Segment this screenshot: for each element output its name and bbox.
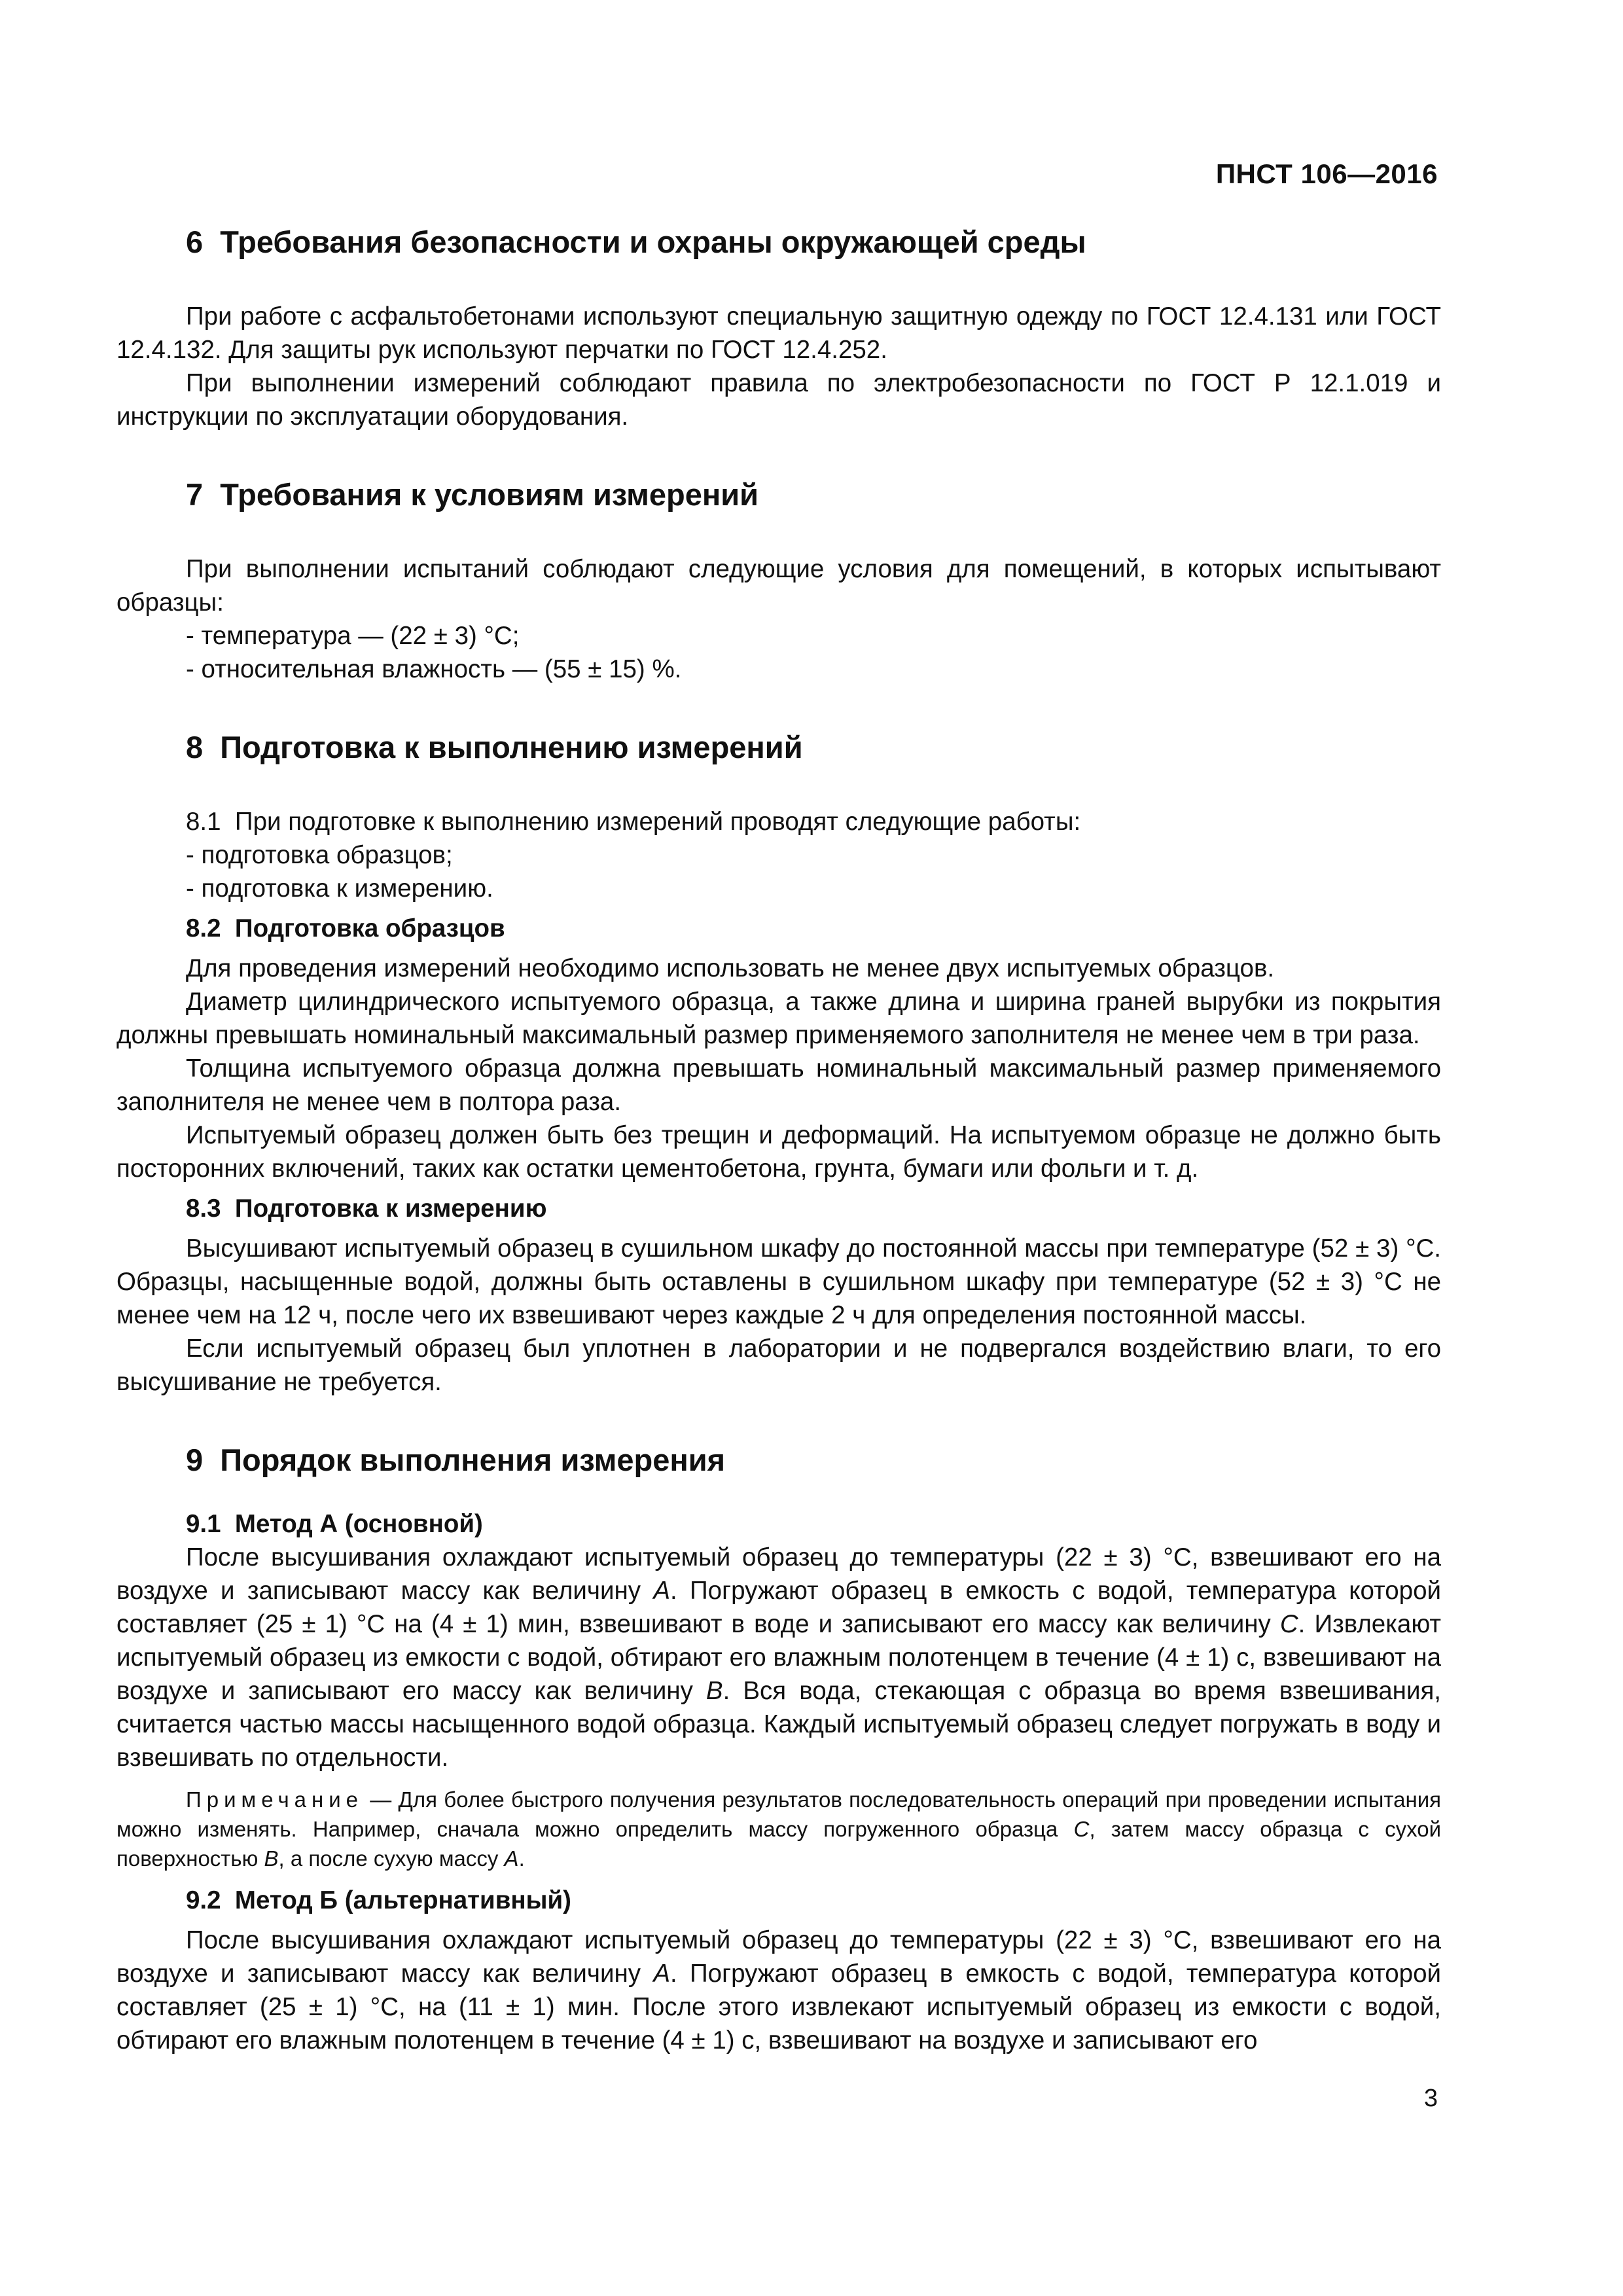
- section-8-2-paragraph-2: Диаметр цилиндрического испытуемого образца, а также длина и ширина граней вырубки из покрытия должны превышать номинальный максимальный размер применяемого заполнителя не менее чем в три раза.: [116, 988, 1441, 1049]
- section-8-item-measurement: - подготовка к измерению.: [186, 874, 493, 903]
- variable-b: В: [705, 1677, 723, 1705]
- section-9-1-note: Примечание — Для более быстрого получения результатов последовательность операций при проведении испытания можно изменять. Например, сначала можно определить массу погруженного образца С, затем массу образца с сухой поверхностью В, а после сухую массу А.: [116, 1787, 1442, 1871]
- section-9-1-paragraph: После высушивания охлаждают испытуемый образец до температуры (22 ± 3) °С, взвешивают его на воздухе и записывают массу как величину А. Погружают образец в емкость с водой, температура которой составляет (25 ± 1) °С на (4 ± 1) мин, взвешивают в воде и записывают его массу как величину С. Извлекают испытуемый образец из емкости с водой, обтирают его влажным полотенцем в течение (4 ± 1) с, взвешивают на воздухе и записывают его массу как величину В. Вся вода, стекающая с образца во время взвешивания, считается частью массы насыщенного водой образца. Каждый испытуемый образец следует погружать в воду и взвешивать по отдельности.: [116, 1543, 1441, 1772]
- section-8-2-paragraph-1: Для проведения измерений необходимо использовать не менее двух испытуемых образцов.: [186, 954, 1275, 982]
- section-8-2-title: 8.2 Подготовка образцов: [186, 914, 505, 942]
- section-8-3-title: 8.3 Подготовка к измерению: [186, 1194, 547, 1223]
- section-7-title: 7 Требования к условиям измерений: [186, 477, 759, 512]
- section-6-paragraph-1: При работе с асфальтобетонами используют специальную защитную одежду по ГОСТ 12.4.131 или ГОСТ 12.4.132. Для защиты рук используют перчатки по ГОСТ 12.4.252.: [116, 302, 1441, 364]
- section-7-paragraph-1: При выполнении испытаний соблюдают следующие условия для помещений, в которых испытывают образцы:: [116, 555, 1441, 617]
- section-8-2-paragraph-4: Испытуемый образец должен быть без трещин и деформаций. На испытуемом образце не должно быть посторонних включений, таких как остатки цементобетона, грунта, бумаги или фольги и т. д.: [116, 1121, 1441, 1183]
- section-8-title: 8 Подготовка к выполнению измерений: [186, 730, 803, 764]
- section-9-2-title: 9.2 Метод Б (альтернативный): [186, 1886, 571, 1914]
- section-8-item-samples: - подготовка образцов;: [186, 841, 453, 869]
- section-9-2-paragraph: После высушивания охлаждают испытуемый образец до температуры (22 ± 3) °С, взвешивают его на воздухе и записывают массу как величину А. Погружают образец в емкость с водой, температура которой составляет (25 ± 1) °С, на (11 ± 1) мин. После этого извлекают испытуемый образец из емкости с водой, обтирают его влажным полотенцем в течение (4 ± 1) с, взвешивают на воздухе и записывают его: [116, 1926, 1441, 2054]
- section-8-1-paragraph: 8.1 При подготовке к выполнению измерений проводят следующие работы:: [186, 808, 1081, 836]
- document-id: ПНСТ 106—2016: [1215, 158, 1438, 189]
- page-number: 3: [1423, 2085, 1438, 2112]
- section-7-item-humidity: - относительная влажность — (55 ± 15) %.: [186, 655, 682, 683]
- section-6-paragraph-2: При выполнении измерений соблюдают правила по электробезопасности по ГОСТ Р 12.1.019 и инструкции по эксплуатации оборудования.: [116, 369, 1441, 431]
- section-8-2-paragraph-3: Толщина испытуемого образца должна превышать номинальный максимальный размер применяемого заполнителя не менее чем в полтора раза.: [116, 1054, 1441, 1116]
- section-6-title: 6 Требования безопасности и охраны окружающей среды: [186, 224, 1086, 259]
- section-9-title: 9 Порядок выполнения измерения: [186, 1443, 726, 1477]
- variable-c: С: [1279, 1610, 1298, 1638]
- section-7-item-temperature: - температура — (22 ± 3) °С;: [186, 622, 520, 650]
- variable-a: А: [653, 1577, 670, 1605]
- section-8-3-paragraph-1: Высушивают испытуемый образец в сушильном шкафу до постоянной массы при температуре (52 ± 3) °С. Образцы, насыщенные водой, должны быть оставлены в сушильном шкафу при температуре (52 ± 3) °С не менее чем на 12 ч, после чего их взвешивают через каждые 2 ч для определения постоянной массы.: [116, 1234, 1441, 1329]
- page-content: [116, 223, 1441, 2057]
- section-8-3-paragraph-2: Если испытуемый образец был уплотнен в лаборатории и не подвергался воздействию влаги, то его высушивание не требуется.: [116, 1335, 1441, 1396]
- note-label: Примечание: [186, 1787, 364, 1812]
- section-9-1-title: 9.1 Метод А (основной): [186, 1510, 483, 1538]
- variable-a: А: [653, 1960, 670, 1988]
